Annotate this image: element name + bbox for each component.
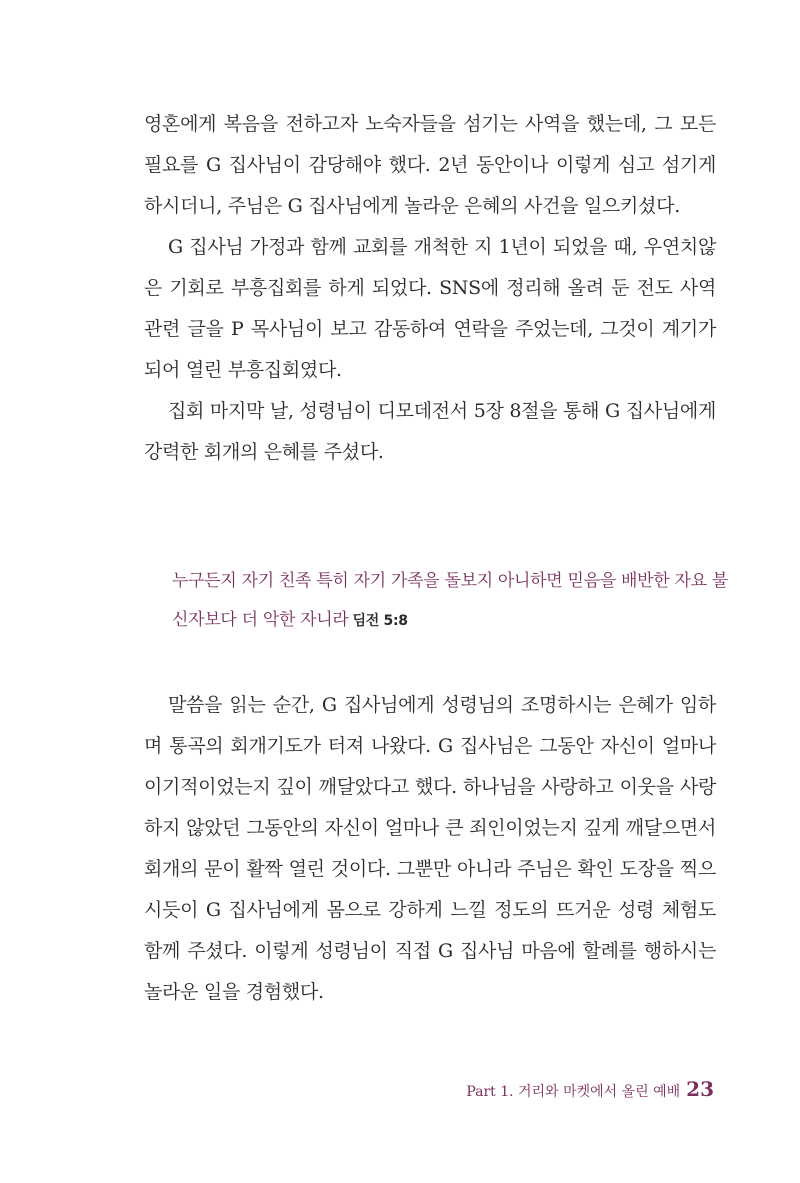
scripture-quote (172, 562, 732, 641)
page-footer (466, 1077, 714, 1101)
paragraph-1: 영혼에게 복음을 전하고자 노숙자들을 섬기는 사역을 했는데, 그 모든 필요를 G 집사님이 감당해야 했다. 2년 동안이나 이렇게 심고 섬기게 하시더니, 주님은 G 집사님에게 놀라운 은혜의 사건을 일으키셨다. (144, 113, 716, 217)
paragraph-2: G 집사님 가정과 함께 교회를 개척한 지 1년이 되었을 때, 우연치않은 기회로 부흥집회를 하게 되었다. SNS에 정리해 올려 둔 전도 사역 관련 글을 P 목사님이 보고 감동하여 연락을 주었는데, 그것이 계기가 되어 열린 부흥집회였다. (144, 236, 716, 381)
paragraph-3: 집회 마지막 날, 성령님이 디모데전서 5장 8절을 통해 G 집사님에게 강력한 회개의 은혜를 주셨다. (144, 400, 716, 463)
running-head: Part 1. 거리와 마켓에서 올린 예배 (466, 1084, 681, 1100)
page-number: 23 (686, 1077, 714, 1101)
scripture-reference: 딤전 5:8 (352, 613, 408, 629)
scripture-quote-text: 누구든지 자기 친족 특히 자기 가족을 돌보지 아니하면 믿음을 배반한 자요 불신자보다 더 악한 자니라 (172, 571, 728, 630)
body-text-top (144, 104, 716, 473)
paragraph-4: 말씀을 읽는 순간, G 집사님에게 성령님의 조명하시는 은혜가 임하며 통곡의 회개기도가 터져 나왔다. G 집사님은 그동안 자신이 얼마나 이기적이었는지 깊이 깨달았다고 했다. 하나님을 사랑하고 이웃을 사랑하지 않았던 그동안의 자신이 얼마나 큰 죄인이었는지 깊게 깨달으면서 회개의 문이 활짝 열린 것이다. 그뿐만 아니라 주님은 확인 도장을 찍으시듯이 G 집사님에게 몸으로 강하게 느낄 정도의 뜨거운 성령 체험도 함께 주셨다. 이렇게 성령님이 직접 G 집사님 마음에 할례를 행하시는 놀라운 일을 경험했다. (144, 694, 716, 1003)
body-text-bottom (144, 685, 716, 1013)
